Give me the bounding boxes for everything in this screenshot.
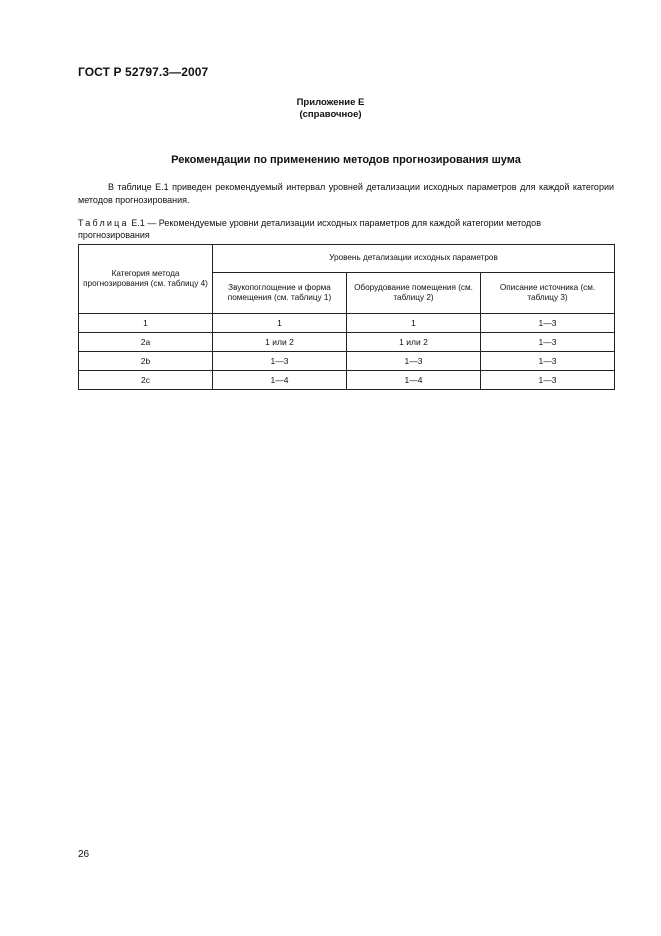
table-cell: 1—4	[213, 371, 347, 390]
table-cell: 1—3	[347, 352, 481, 371]
subheader-equipment: Оборудование помещения (см. таблицу 2)	[347, 273, 481, 314]
table-cell: 1—3	[481, 333, 615, 352]
parameters-table	[78, 244, 615, 390]
table-cell: 1—4	[347, 371, 481, 390]
annex-block	[0, 97, 661, 121]
subheader-absorption: Звукопоглощение и форма помещения (см. таблицу 1)	[213, 273, 347, 314]
table-cell: 1—3	[481, 314, 615, 333]
group-header-cell: Уровень детализации исходных параметров	[213, 245, 615, 273]
standard-id: ГОСТ Р 52797.3—2007	[78, 65, 209, 79]
table-row	[79, 333, 615, 352]
table-cell: 1—3	[213, 352, 347, 371]
table-cell: 1	[347, 314, 481, 333]
table-caption-text: Е.1 — Рекомендуемые уровни детализации исходных параметров для каждой категории методов прогнозирования	[78, 218, 541, 240]
table-cell: 1—3	[481, 352, 615, 371]
table-cell: 1	[79, 314, 213, 333]
body-paragraph: В таблице Е.1 приведен рекомендуемый интервал уровней детализации исходных параметров для каждой категории методов прогнозирования.	[78, 182, 614, 205]
table-row	[79, 371, 615, 390]
table-cell: 1	[213, 314, 347, 333]
table-row	[79, 352, 615, 371]
page-number: 26	[78, 849, 90, 860]
annex-title: Приложение Е	[296, 97, 365, 108]
table-cell: 2c	[79, 371, 213, 390]
table-caption	[78, 218, 614, 241]
table-header-row	[79, 245, 615, 273]
table-cell: 2b	[79, 352, 213, 371]
table-caption-label: Таблица	[78, 218, 129, 228]
table-row	[79, 314, 615, 333]
category-header-cell: Категория метода прогнозирования (см. таблицу 4)	[79, 245, 213, 314]
table-cell: 1—3	[481, 371, 615, 390]
section-heading: Рекомендации по применению методов прогнозирования шума	[171, 154, 521, 166]
table-cell: 1 или 2	[347, 333, 481, 352]
table-cell: 2a	[79, 333, 213, 352]
table-cell: 1 или 2	[213, 333, 347, 352]
annex-status: (справочное)	[299, 109, 362, 120]
subheader-source: Описание источника (см. таблицу 3)	[481, 273, 615, 314]
